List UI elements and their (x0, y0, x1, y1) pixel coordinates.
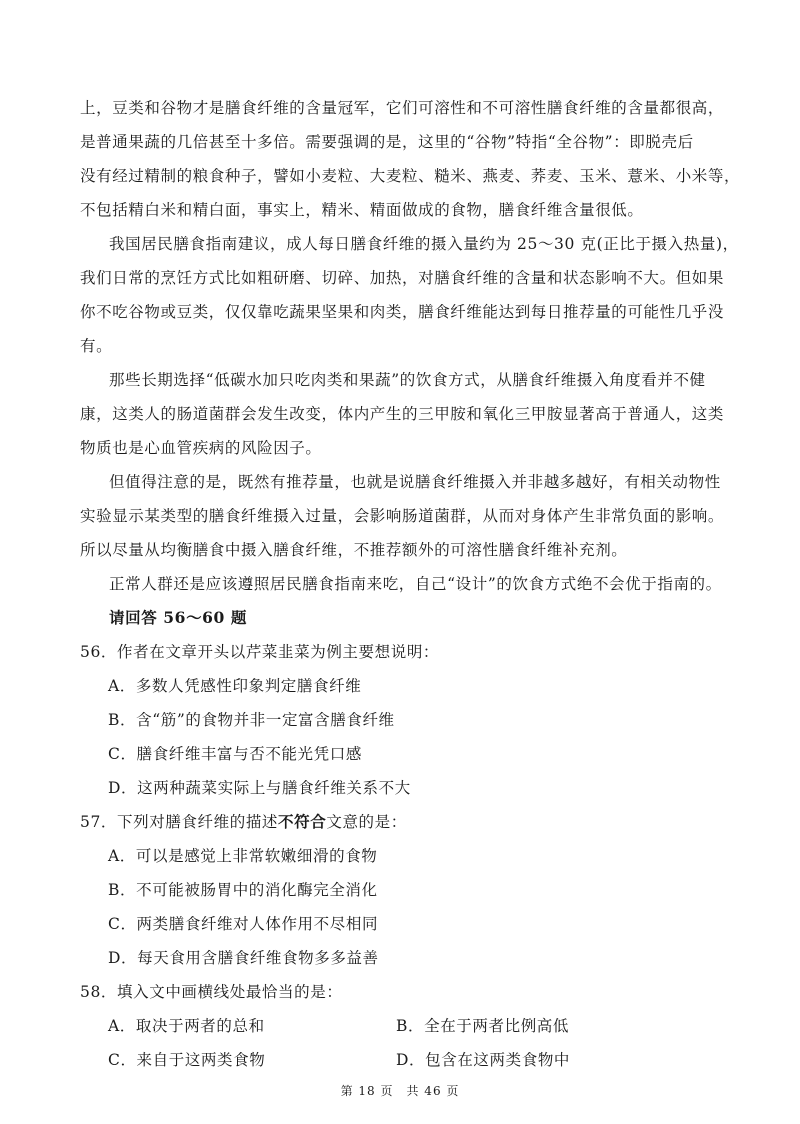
question-option: A．取决于两者的总和 (108, 1017, 265, 1035)
paragraph-line: 那些长期选择“低碳水加只吃肉类和果蔬”的饮食方式，从膳食纤维摄入角度看并不健 (109, 371, 706, 389)
paragraph-line: 有。 (80, 337, 113, 355)
paragraph-line: 实验显示某类型的膳食纤维摄入过量，会影响肠道菌群，从而对身体产生非常负面的影响。 (80, 507, 725, 525)
question-option: C．来自于这两类食物 (108, 1051, 266, 1069)
page-footer: 第 18 页 共 46 页 (340, 1084, 460, 1098)
question-stem-text: 57．下列对膳食纤维的描述 (80, 813, 279, 831)
paragraph-line: 我国居民膳食指南建议，成人每日膳食纤维的摄入量约为 25～30 克(正比于摄入热量)， (109, 235, 739, 253)
question-option: A．可以是感觉上非常软嫩细滑的食物 (108, 847, 378, 865)
paragraph-line: 是普通果蔬的几倍甚至十多倍。需要强调的是，这里的“谷物”特指“全谷物”：即脱壳后 (80, 133, 694, 151)
question-stem-emphasis: 不符合 (278, 812, 327, 831)
question-stem (80, 811, 730, 833)
question-option: B．全在于两者比例高低 (396, 1017, 569, 1035)
question-option: D．每天食用含膳食纤维食物多多益善 (108, 949, 379, 967)
question-stem-text: 文意的是： (326, 813, 407, 831)
paragraph-line: 没有经过精制的粮食种子，譬如小麦粒、大麦粒、糙米、燕麦、荞麦、玉米、薏米、小米等， (80, 167, 741, 185)
section-heading: 请回答 56～60 题 (109, 608, 248, 627)
question-option: C．两类膳食纤维对人体作用不尽相同 (108, 915, 379, 933)
paragraph-line: 但值得注意的是，既然有推荐量，也就是说膳食纤维摄入并非越多越好，有相关动物性 (109, 473, 721, 491)
paragraph-line: 你不吃谷物或豆类，仅仅靠吃蔬果坚果和肉类，膳食纤维能达到每日推荐量的可能性几乎没 (80, 303, 725, 321)
paragraph-line: 物质也是心血管疾病的风险因子。 (80, 439, 322, 457)
paragraph-line: 不包括精白米和精白面，事实上，精米、精面做成的食物，膳食纤维含量很低。 (80, 201, 644, 219)
question-option: D．这两种蔬菜实际上与膳食纤维关系不大 (108, 779, 411, 797)
question-option: A．多数人凭感性印象判定膳食纤维 (108, 677, 362, 695)
question-option: B．不可能被肠胃中的消化酶完全消化 (108, 881, 378, 899)
question-option: B．含“筋”的食物并非一定富含膳食纤维 (108, 711, 395, 729)
paragraph-line: 我们日常的烹饪方式比如粗研磨、切碎、加热，对膳食纤维的含量和状态影响不大。但如果 (80, 269, 725, 287)
question-option: D．包含在这两类食物中 (396, 1051, 571, 1069)
question-stem: 58．填入文中画横线处最恰当的是： (80, 983, 343, 1001)
paragraph-line: 正常人群还是应该遵照居民膳食指南来吃，自己“设计”的饮食方式绝不会优于指南的。 (109, 575, 722, 593)
paragraph-line: 康，这类人的肠道菌群会发生改变，体内产生的三甲胺和氧化三甲胺显著高于普通人，这类 (80, 405, 725, 423)
paragraph-line: 所以尽量从均衡膳食中摄入膳食纤维，不推荐额外的可溶性膳食纤维补充剂。 (80, 541, 628, 559)
paragraph-line: 上，豆类和谷物才是膳食纤维的含量冠军，它们可溶性和不可溶性膳食纤维的含量都很高， (80, 99, 725, 117)
question-option: C．膳食纤维丰富与否不能光凭口感 (108, 745, 362, 763)
question-stem: 56．作者在文章开头以芹菜韭菜为例主要想说明： (80, 643, 440, 661)
